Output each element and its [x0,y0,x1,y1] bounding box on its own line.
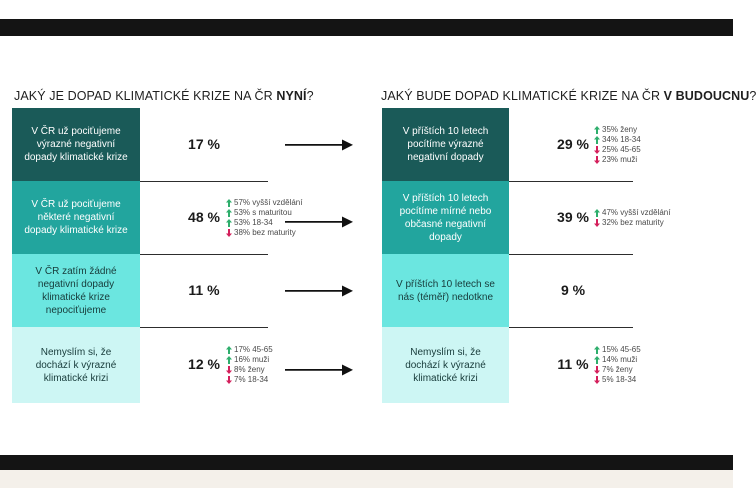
left-category-cell-3 [12,254,140,327]
right-annotations-4 [594,345,641,385]
left-percentage-3: 11 % [188,281,220,298]
annotation-text: 7% 18-34 [234,375,269,384]
arrow-up-icon [594,356,600,364]
left-row-separator [140,327,268,328]
left-category-cell-4 [12,327,140,403]
annotation-item [226,228,302,238]
annotation-text: 38% bez maturity [234,227,296,237]
annotation-item [226,198,302,208]
arrow-up-icon [594,126,600,134]
annotation-item [594,135,641,145]
left-percentage-4: 12 % [188,356,220,372]
arrow-down-icon [594,219,600,227]
annotation-item [226,355,273,365]
annotation-text: 47% vyšší vzdělání [602,207,671,217]
right-row-separator [509,254,633,255]
annotation-text: 57% vyšší vzdělání [234,197,303,207]
arrow-up-icon [226,356,232,364]
annotation-text: 17% 45-65 [234,345,273,354]
right-category-label-3: V příštích 10 letech se nás (téměř) nedotkne [396,278,495,303]
left-category-label-1: V ČR už pociťujeme výrazné negativní dopady klimatické krize [24,126,128,163]
right-category-label-1: V příštích 10 letech pocítíme výrazné negativní dopady [402,126,489,163]
arrow-up-icon [594,209,600,217]
annotation-text: 14% muži [602,355,638,364]
arrow-up-icon [226,199,232,207]
arrow-down-icon [594,156,600,164]
annotation-text: 53% s maturitou [234,207,292,217]
right-row-separator [509,181,633,182]
right-category-label-2: V příštích 10 letech pocítíme mírné nebo občasné negativní dopady [399,192,492,243]
bottom-black-bar [0,455,733,470]
annotation-item [594,145,641,155]
left-category-label-4: Nemyslím si, že dochází k výrazné klimatické krizi [35,346,117,384]
annotation-text: 5% 18-34 [602,375,637,384]
left-row-separator [140,181,268,182]
arrow-down-icon [594,146,600,154]
annotation-text: 53% 18-34 [234,217,273,227]
right-percentage-1: 29 % [557,135,589,152]
annotation-text: 16% muži [234,355,270,364]
annotation-text: 32% bez maturity [602,217,664,227]
annotation-item [226,365,273,375]
left-percentage-1: 17 % [188,135,220,152]
annotation-text: 25% 45-65 [602,144,641,154]
right-category-cell-4 [382,327,509,403]
left-percentage-2: 48 % [188,208,220,225]
annotation-text: 15% 45-65 [602,345,641,354]
bottom-strip [0,470,733,488]
annotation-item [594,218,670,228]
transition-arrow-icon [285,285,355,297]
right-annotations-1 [594,125,641,165]
right-annotations-2 [594,208,670,228]
annotation-text: 7% ženy [602,365,633,374]
arrow-up-icon [594,136,600,144]
annotation-item [594,345,641,355]
right-category-cell-3 [382,254,509,327]
annotation-text: 35% ženy [602,124,638,134]
arrow-up-icon [226,209,232,217]
annotation-text: 23% muži [602,154,638,164]
annotation-item [226,375,273,385]
annotation-item [226,345,273,355]
annotation-item [594,365,641,375]
annotation-item [594,125,641,135]
annotation-item [594,155,641,165]
annotation-text: 8% ženy [234,365,265,374]
left-category-label-2: V ČR už pociťujeme některé negativní dopady klimatické krize [24,199,128,236]
arrow-up-icon [226,219,232,227]
left-category-cell-2 [12,181,140,254]
annotation-item [594,355,641,365]
transition-arrow-icon [285,139,355,151]
right-category-cell-1 [382,108,509,181]
annotation-item [594,375,641,385]
right-category-cell-2 [382,181,509,254]
top-black-bar [0,19,733,36]
annotation-text: 34% 18-34 [602,134,641,144]
arrow-up-icon [226,346,232,354]
arrow-down-icon [226,366,232,374]
right-percentage-2: 39 % [557,208,589,225]
right-category-label-4: Nemyslím si, že dochází k výrazné klimatické krizi [405,346,486,384]
right-percentage-4: 11 % [557,356,589,372]
arrow-up-icon [594,346,600,354]
arrow-down-icon [226,376,232,384]
transition-arrow-icon [285,216,355,228]
arrow-down-icon [594,376,600,384]
left-category-label-3: V ČR zatím žádné negativní dopady klimatické krize nepociťujeme [35,265,117,316]
left-heading: JAKÝ JE DOPAD KLIMATICKÉ KRIZE NA ČR NYNÍ? [14,89,314,103]
left-category-cell-1 [12,108,140,181]
transition-arrow-icon [285,364,355,376]
arrow-down-icon [226,229,232,237]
left-annotations-4 [226,345,273,385]
annotation-item [594,208,670,218]
arrow-down-icon [594,366,600,374]
right-row-separator [509,327,633,328]
right-heading: JAKÝ BUDE DOPAD KLIMATICKÉ KRIZE NA ČR V BUDOUCNU? [381,89,756,103]
right-percentage-3: 9 % [560,281,586,298]
left-row-separator [140,254,268,255]
